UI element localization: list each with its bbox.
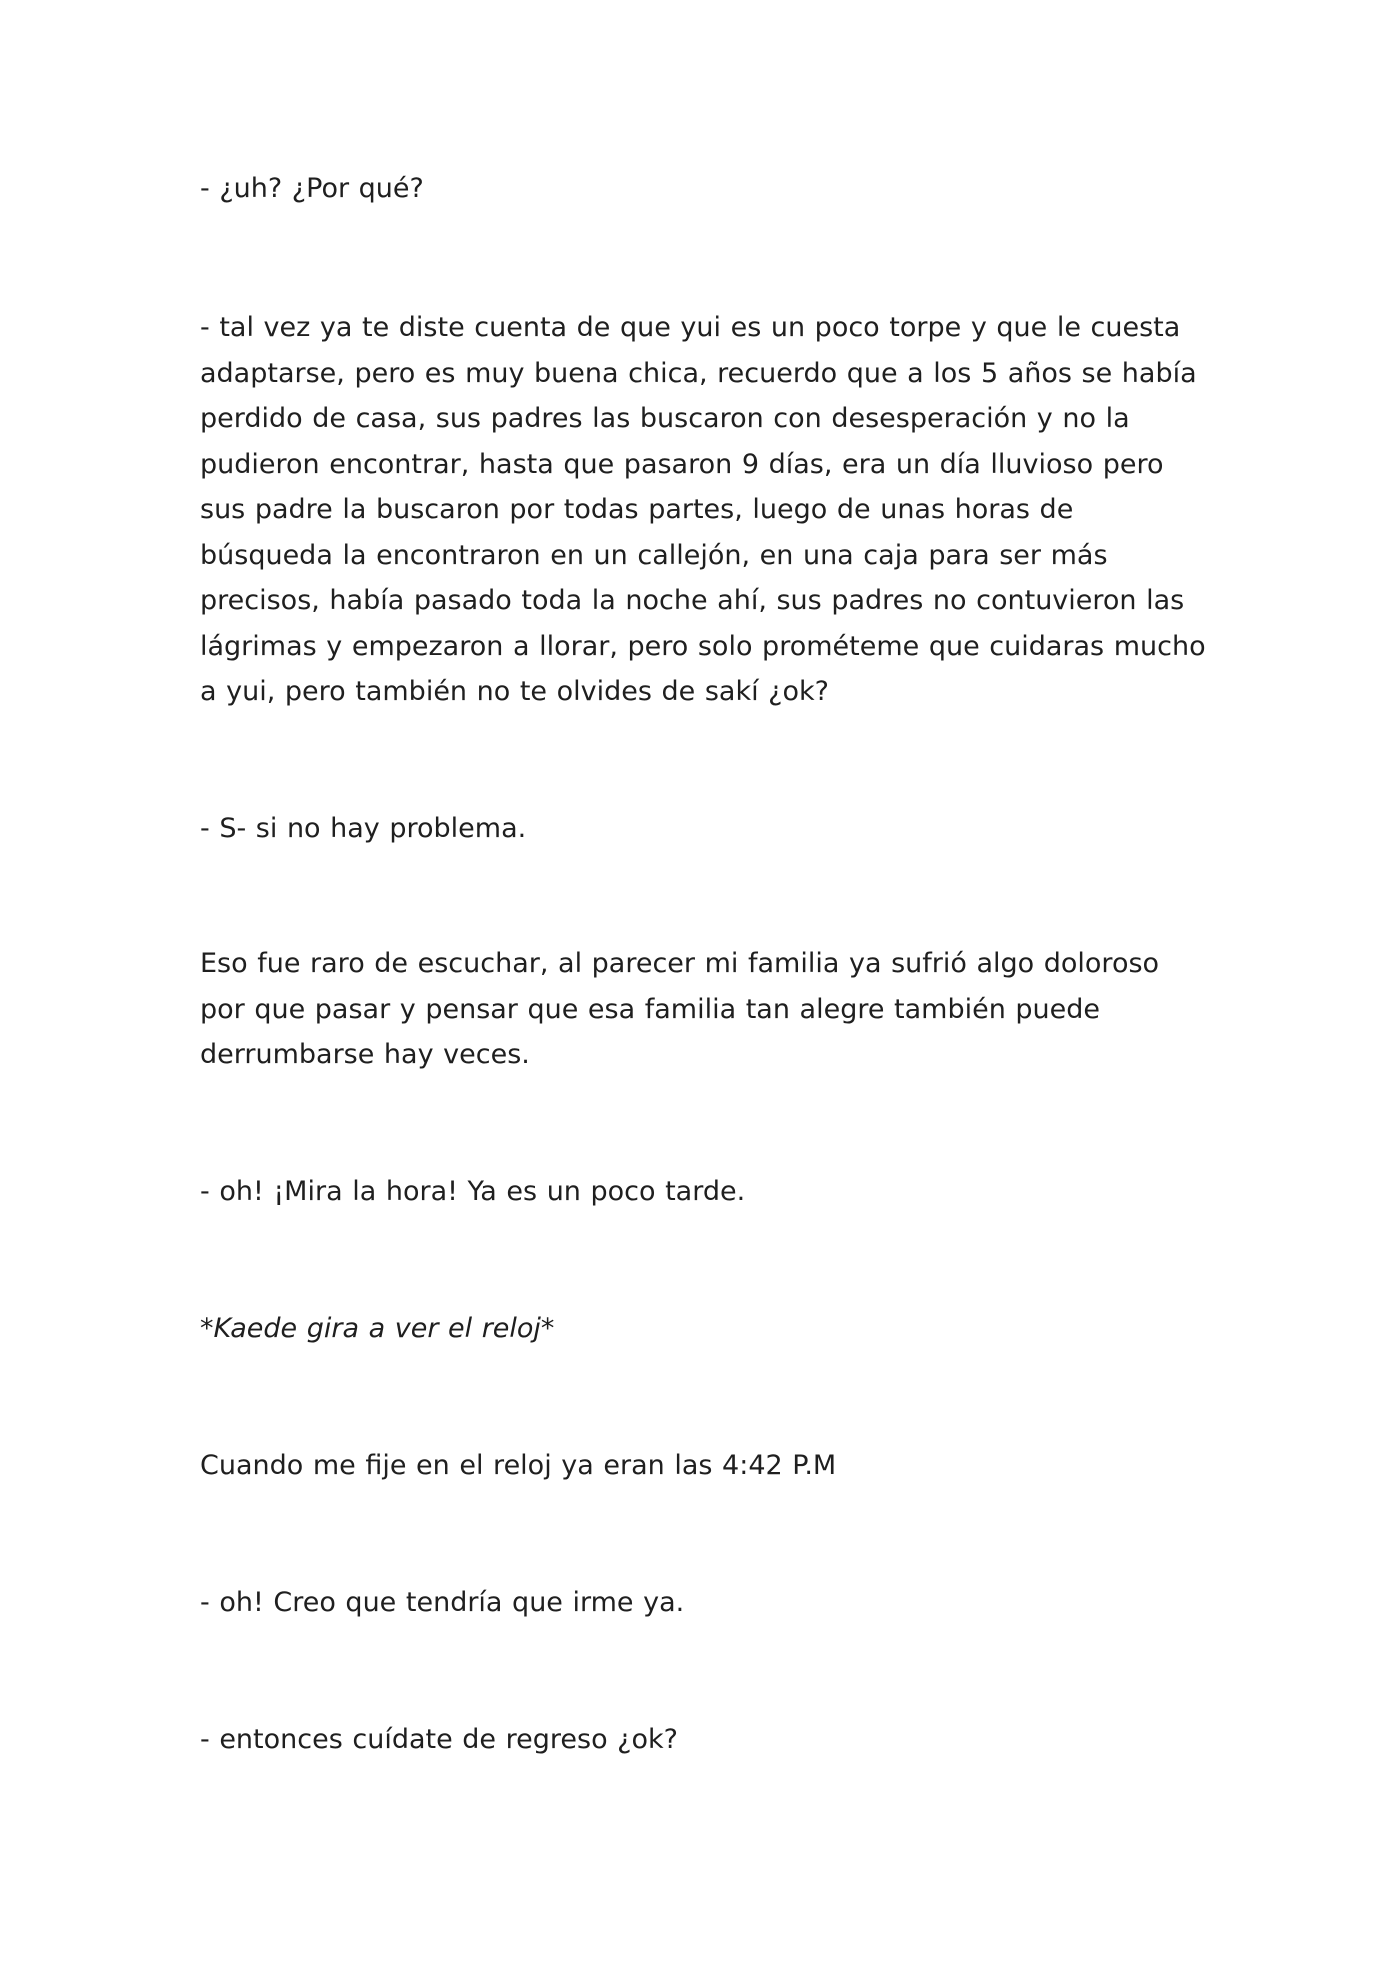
dialogue-line: - entonces cuídate de regreso ¿ok? — [200, 1724, 678, 1755]
dialogue-line: - ¿uh? ¿Por qué? — [200, 173, 424, 204]
narration-line: Cuando me fije en el reloj ya eran las 4:42 P.M — [200, 1450, 837, 1481]
dialogue-paragraph: - tal vez ya te diste cuenta de que yui es un poco torpe y que le cuesta adaptarse, pero es muy buena chica, recuerdo que a los 5 años se había perdido de casa, sus padres las buscaron con desesperación y no la pudieron encontrar, hasta que pasaron 9 días, era un día lluvioso pero sus padre la buscaron por todas partes, luego de unas horas de búsqueda la encontraron en un callejón, en una caja para ser más precisos, había pasado toda la noche ahí, sus padres no contuvieron las lágrimas y empezaron a llorar, pero solo prométeme que cuidaras mucho a yui, pero también no te olvides de sakí ¿ok? — [200, 312, 1206, 707]
narration-paragraph: Eso fue raro de escuchar, al parecer mi familia ya sufrió algo doloroso por que pasar y pensar que esa familia tan alegre también puede derrumbarse hay veces. — [200, 948, 1160, 1070]
dialogue-line: - oh! Creo que tendría que irme ya. — [200, 1587, 685, 1618]
dialogue-line: - S- si no hay problema. — [200, 813, 527, 844]
stage-direction: *Kaede gira a ver el reloj* — [200, 1313, 555, 1344]
dialogue-line: - oh! ¡Mira la hora! Ya es un poco tarde. — [200, 1176, 746, 1207]
